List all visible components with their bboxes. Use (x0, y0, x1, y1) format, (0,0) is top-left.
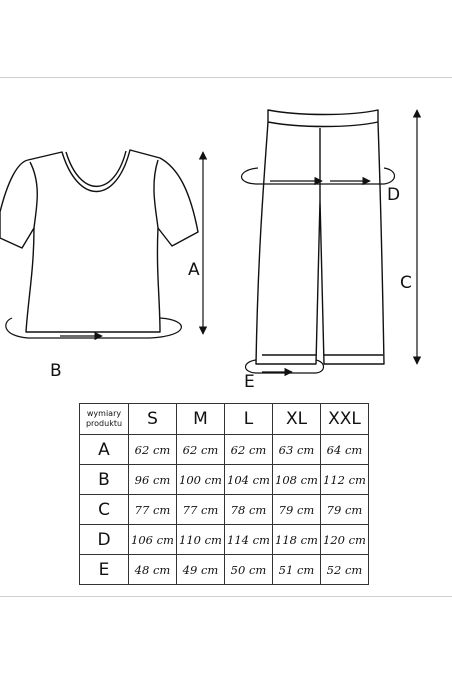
table-row (80, 525, 369, 555)
value-cell: 77 cm (129, 495, 177, 525)
value-cell: 78 cm (225, 495, 273, 525)
row-label: B (80, 465, 129, 495)
value-cell: 49 cm (177, 555, 225, 585)
value-cell: 63 cm (273, 435, 321, 465)
value-cell: 114 cm (225, 525, 273, 555)
value-cell: 62 cm (177, 435, 225, 465)
value-cell: 120 cm (321, 525, 369, 555)
label-e: E (244, 372, 255, 392)
row-label: C (80, 495, 129, 525)
label-c: C (400, 273, 412, 293)
row-label: A (80, 435, 129, 465)
value-cell: 79 cm (321, 495, 369, 525)
value-cell: 79 cm (273, 495, 321, 525)
value-cell: 108 cm (273, 465, 321, 495)
value-cell: 106 cm (129, 525, 177, 555)
value-cell: 118 cm (273, 525, 321, 555)
measure-e-leg-loop (246, 360, 324, 373)
value-cell: 64 cm (321, 435, 369, 465)
pants-outline (256, 110, 384, 364)
table-row (80, 465, 369, 495)
tshirt-outline (0, 150, 198, 332)
bottom-divider (0, 596, 452, 597)
size-table (79, 403, 369, 585)
row-label: E (80, 555, 129, 585)
size-header-xl: XL (273, 404, 321, 435)
corner-cell (80, 404, 129, 435)
size-header-m: M (177, 404, 225, 435)
size-header-l: L (225, 404, 273, 435)
value-cell: 112 cm (321, 465, 369, 495)
table-row (80, 435, 369, 465)
value-cell: 104 cm (225, 465, 273, 495)
row-label: D (80, 525, 129, 555)
size-header-row (80, 404, 369, 435)
value-cell: 110 cm (177, 525, 225, 555)
size-header-xxl: XXL (321, 404, 369, 435)
value-cell: 48 cm (129, 555, 177, 585)
value-cell: 52 cm (321, 555, 369, 585)
value-cell: 96 cm (129, 465, 177, 495)
value-cell: 62 cm (225, 435, 273, 465)
label-a: A (188, 260, 200, 280)
value-cell: 62 cm (129, 435, 177, 465)
label-d: D (387, 185, 401, 205)
label-b: B (50, 361, 62, 381)
measure-b-hem-loop (6, 318, 182, 338)
size-header-s: S (129, 404, 177, 435)
value-cell: 100 cm (177, 465, 225, 495)
table-row (80, 555, 369, 585)
value-cell: 77 cm (177, 495, 225, 525)
table-row (80, 495, 369, 525)
corner-line1: wymiary (86, 409, 122, 418)
corner-line2: produktu (85, 419, 123, 428)
value-cell: 50 cm (225, 555, 273, 585)
value-cell: 51 cm (273, 555, 321, 585)
